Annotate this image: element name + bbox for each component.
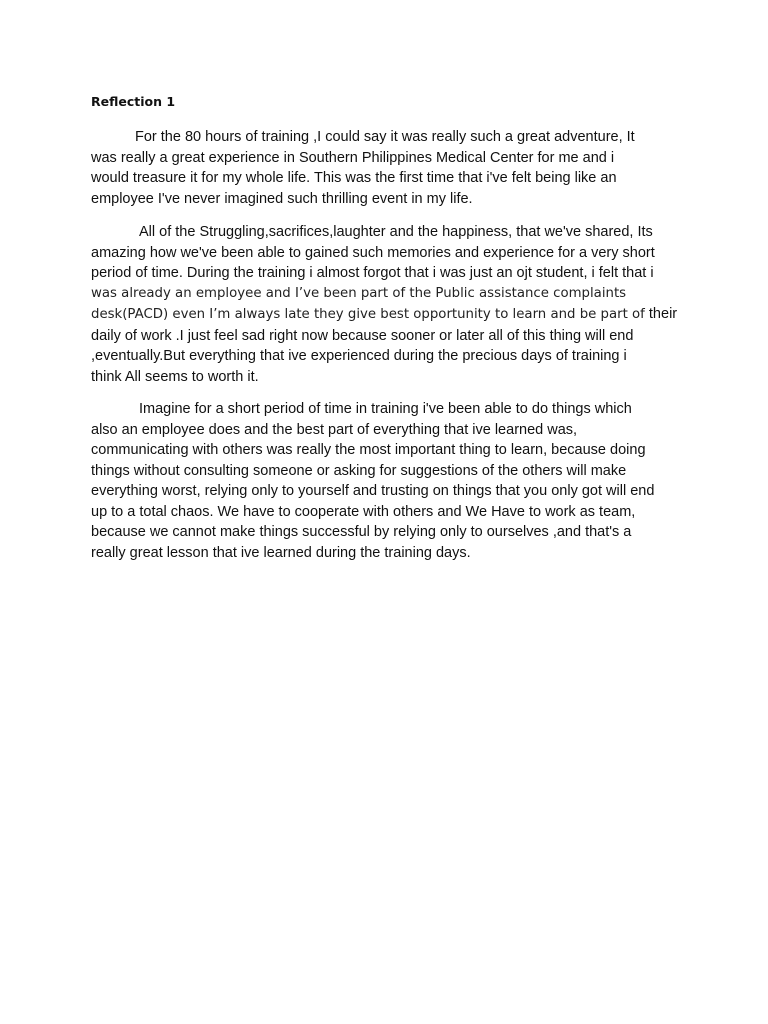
paragraph-1-line: For the 80 hours of training ,I could say it was really such a great adventure, It [135,129,635,145]
paragraph-3-line: really great lesson that ive learned during the training days. [91,544,471,561]
paragraph-1 [91,127,691,209]
paragraph-3-line: communicating with others was really the most important thing to learn, because doing [91,442,646,458]
paragraph-1-line: employee I've never imagined such thrilling event in my life. [91,190,473,207]
paragraph-3-line: up to a total chaos. We have to cooperate with others and We Have to work as team, [91,503,636,520]
paragraph-1-line: was really a great experience in Southern Philippines Medical Center for me and i [91,149,615,166]
document-heading: Reflection 1 [91,94,176,109]
paragraph-3-line: Imagine for a short period of time in training i've been able to do things which [139,401,632,417]
paragraph-2-line-segment: desk(PACD) even I’m always late they give best opportunity to learn and be part of [91,307,645,322]
paragraph-2 [91,222,691,387]
paragraph-2-line: amazing how we've been able to gained such memories and experience for a very short [91,244,655,261]
paragraph-3 [91,399,691,563]
paragraph-3-line: because we cannot make things successful by relying only to ourselves ,and that's a [91,524,632,540]
paragraph-3-line: things without consulting someone or asking for suggestions of the others will make [91,462,627,479]
paragraph-2-line: daily of work .I just feel sad right now because sooner or later all of this thing will end [91,327,634,344]
paragraph-3-line: also an employee does and the best part of everything that ive learned was, [91,421,578,438]
paragraph-2-line-mixed [91,304,691,326]
paragraph-1-line: would treasure it for my whole life. This was the first time that i've felt being like an [91,170,617,186]
paragraph-2-line: period of time. During the training i almost forgot that i was just an ojt student, i felt that i [91,265,654,281]
paragraph-2-line: think All seems to worth it. [91,368,259,385]
paragraph-2-line: ,eventually.But everything that ive experienced during the precious days of training i [91,348,627,364]
paragraph-2-line: was already an employee and I’ve been part of the Public assistance complaints [91,285,627,301]
paragraph-2-line: All of the Struggling,sacrifices,laughter and the happiness, that we've shared, Its [139,224,653,240]
paragraph-3-line: everything worst, relying only to yourself and trusting on things that you only got will end [91,483,655,499]
paragraph-2-line-segment: their [648,306,678,322]
